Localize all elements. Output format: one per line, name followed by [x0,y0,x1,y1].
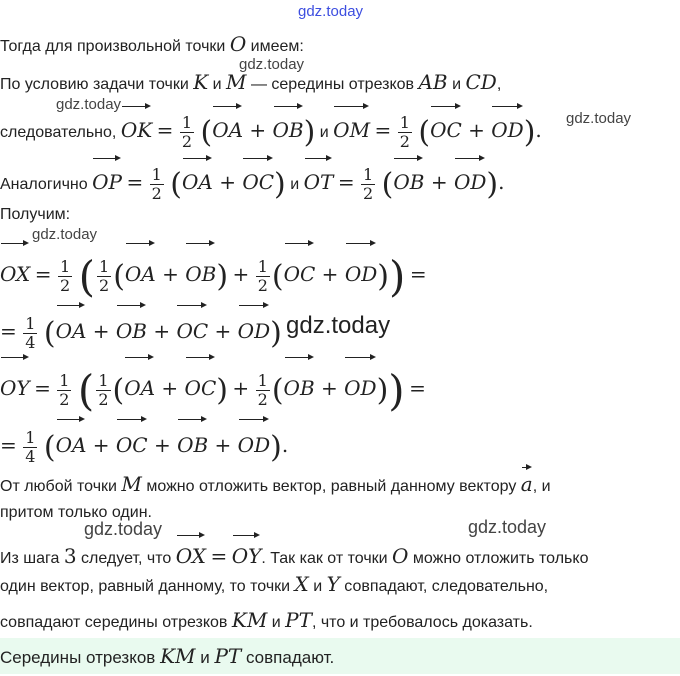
from-step-text: Из шага [0,550,60,567]
watermark-big: gdz.today [286,312,391,339]
fraction-half: $\frac{1}{2}$ [257,371,268,410]
vector-OD: OD [345,240,377,301]
vector-OA: OA [124,354,155,415]
vector-OB: OB [177,416,208,467]
line-from-step: Из шага 3 следует, что OX = OY. Так как от точки O можно отложить только [0,532,588,576]
line-OX-1: OX = $\frac{1}{2}$ ( $\frac{1}{2}$ (OA + OB) + $\frac{1}{2}$ (OC + OD)) = [0,240,427,304]
intro-text: Тогда для произвольной точки [0,38,226,55]
watermark-6: gdz.today [468,517,547,537]
vector-OP: OP [92,155,122,202]
line-coincide-mids [0,610,533,633]
math-K: K [193,70,209,94]
vector-OB: OB [273,103,304,150]
fraction-half: $\frac{1}{2}$ [363,165,374,204]
vector-OT: OT [304,155,334,202]
vector-OY: OY [232,532,262,573]
therefore-text: следовательно, [0,124,117,141]
step-number: 3 [63,544,77,568]
and-text-6: и [271,614,281,631]
similarly-text: Аналогично [0,176,88,193]
watermark-5: gdz.today [84,519,163,539]
and-text-5: и [313,578,323,595]
math-KM: KM [160,644,196,668]
vector-OD: OD [454,155,486,202]
answer-text: Середины отрезков [0,648,156,667]
vector-OD: OD [238,302,270,353]
line-midpoints: следовательно, OK = $\frac{1}{2}$ (OA + OB) и OM = $\frac{1}{2}$ (OC + OD). [0,103,542,153]
vector-OA: OA [56,416,87,467]
math-KM: KM [231,608,268,632]
vector-OB: OB [116,302,147,353]
answer-box [0,638,680,674]
watermark-2: gdz.today [56,96,122,113]
comma: , [496,76,502,93]
vector-a: a [521,464,533,497]
proved-text: , что и требовалось доказать. [311,614,533,631]
fraction-half: $\frac{1}{2}$ [151,165,162,204]
vector-OB: OB [284,354,315,415]
watermark-1: gdz.today [239,56,305,73]
fraction-quarter: $\frac{1}{4}$ [25,314,36,353]
fraction-half: $\frac{1}{2}$ [59,257,71,296]
line-one-vector [0,574,548,597]
line-similarly: Аналогично OP = $\frac{1}{2}$ (OA + OC) и OT = $\frac{1}{2}$ (OB + OD). [0,155,504,205]
line-OY-1: OY = $\frac{1}{2}$ ( $\frac{1}{2}$ (OA + OC) + $\frac{1}{2}$ (OB + OD)) = [0,354,426,418]
math-AB: AB [418,70,448,94]
fraction-half: $\frac{1}{2}$ [98,371,109,410]
math-PT: PT [285,608,312,632]
fraction-half: $\frac{1}{2}$ [257,257,268,296]
vector-OC: OC [242,155,274,202]
and-text-7: и [200,648,210,667]
and-text-3: и [319,124,329,141]
get-text: Получим: [0,206,71,223]
vector-OC: OC [284,240,316,301]
math-M: M [121,472,142,496]
vector-OD: OD [238,416,270,467]
math-Y: Y [326,572,340,596]
math-PT: PT [214,644,242,668]
math-M: M [226,70,247,94]
from-any-mid-text: можно отложить вектор, равный данному вектору [146,478,517,495]
vector-OD: OD [344,354,376,415]
fraction-half: $\frac{1}{2}$ [181,113,193,152]
vector-OB: OB [185,240,216,301]
condition-text: По условию задачи точки [0,76,189,93]
vector-OC: OC [185,354,217,415]
watermark-top: gdz.today [298,3,364,20]
coincide-mids-text: совпадают середины отрезков [0,614,228,631]
math-O: O [392,544,409,568]
line-intro [0,34,304,57]
watermark-4: gdz.today [32,226,98,243]
vector-OX: OX [0,240,30,301]
math-X: X [294,572,309,596]
since-text: . Так как от точки [261,550,388,567]
line-OX-2: = $\frac{1}{4}$ (OA + OB + OC + OD) [0,302,282,356]
fraction-quarter: $\frac{1}{4}$ [25,428,36,467]
and-text: и [212,76,222,93]
line-get [0,205,70,225]
fraction-half: $\frac{1}{2}$ [59,371,70,410]
vector-OM: OM [333,103,370,150]
vector-OA: OA [212,103,243,150]
fraction-half: $\frac{1}{2}$ [399,113,410,152]
only-one-text: притом только один. [0,504,152,521]
vector-OB: OB [393,155,424,202]
from-any-end-text: , и [532,478,551,495]
and-text-2: и [452,76,462,93]
watermark-3: gdz.today [566,110,632,127]
intro-end-text: имеем: [250,38,304,55]
one-vector-text: один вектор, равный данному, то точки [0,578,291,595]
follows-text: следует, что [81,550,172,567]
vector-OC: OC [116,416,148,467]
math-O: O [229,32,247,56]
vector-OK: OK [121,103,152,150]
and-text-4: и [290,176,300,193]
vector-OC: OC [176,302,208,353]
equals: = [156,118,174,142]
line-OY-2: = $\frac{1}{4}$ (OA + OC + OB + OD). [0,416,288,470]
line-condition [0,72,501,95]
vector-OC: OC [430,103,462,150]
vector-OY: OY [0,354,30,415]
vector-OA: OA [125,240,156,301]
from-any-text: От любой точки [0,478,117,495]
fraction-half: $\frac{1}{2}$ [99,257,110,296]
answer-end-text: совпадают. [245,648,335,667]
vector-OX: OX [176,532,206,573]
vector-OA: OA [182,155,213,202]
math-CD: CD [465,70,497,94]
condition-end-text: — середины отрезков [250,76,415,93]
vector-OD: OD [491,103,523,150]
coincide-text: совпадают, следовательно, [344,578,549,595]
line-from-any [0,464,551,500]
vector-OA: OA [56,302,87,353]
can-only-text: можно отложить только [412,550,589,567]
